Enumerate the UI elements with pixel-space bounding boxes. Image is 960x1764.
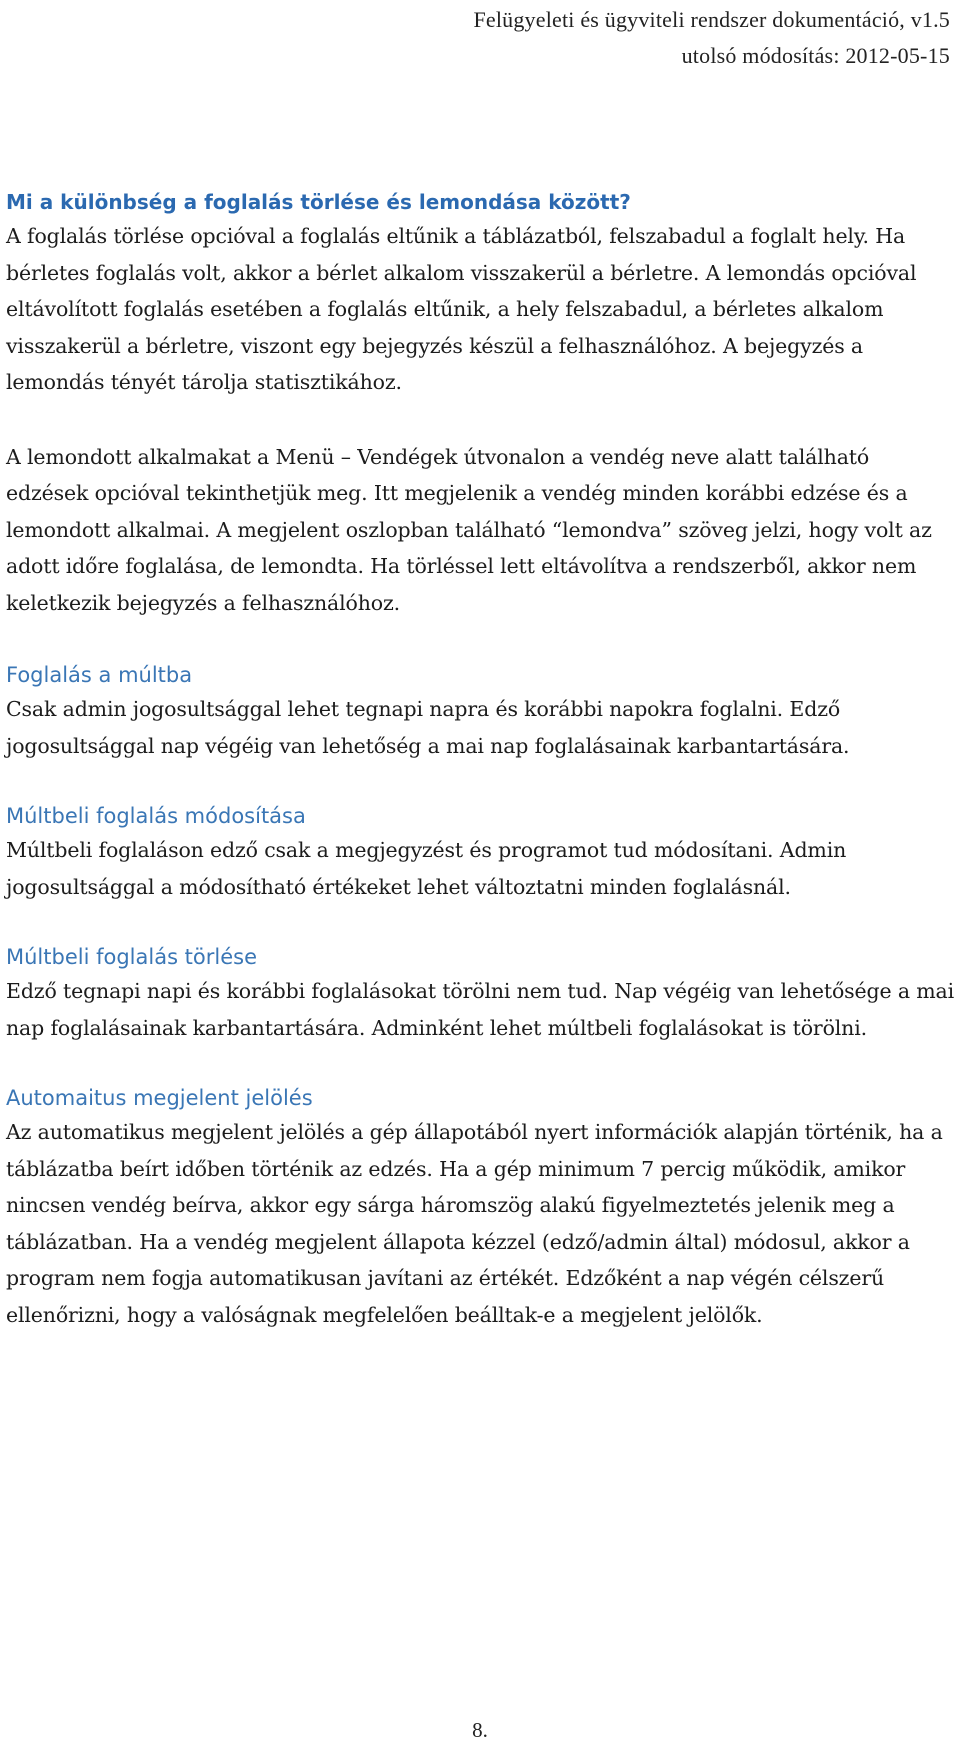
section-heading: Múltbeli foglalás törlése — [6, 945, 258, 969]
section-cancel-vs-delete — [6, 186, 956, 621]
section-paragraph: Az automatikus megjelent jelölés a gép állapotából nyert információk alapján történik, ha a táblázatba beírt időben történik az edzés. Ha a gép minimum 7 percig működik, amikor nincsen vendég beírva, akkor egy sárga háromszög alakú figyelmeztetés jelenik meg a táblázatban. Ha a vendég megjelent állapota kézzel (edző/admin által) módosul, akkor a program nem fogja automatikusan javítani az értékét. Edzőként a nap végén célszerű ellenőrizni, hogy a valóságnak megfelelően beálltak-e a megjelent jelölők. — [6, 1120, 943, 1327]
section-paragraph: Csak admin jogosultsággal lehet tegnapi napra és korábbi napokra foglalni. Edző jogosultsággal nap végéig van lehetőség a mai nap foglalásainak karbantartására. — [6, 697, 850, 758]
section-past-modify — [6, 800, 956, 905]
section-heading: Mi a különbség a foglalás törlése és lemondása között? — [6, 190, 631, 214]
section-paragraph: A lemondott alkalmakat a Menü – Vendégek útvonalon a vendég neve alatt található edzések opcióval tekinthetjük meg. Itt megjelenik a vendég minden korábbi edzése és a lemondott alkalmai. A megjelent oszlopban található “lemondva” szöveg jelzi, hogy volt az adott időre foglalása, de lemondta. Ha törléssel lett eltávolítva a rendszerből, akkor nem keletkezik bejegyzés a felhasználóhoz. — [6, 444, 932, 615]
last-modified-date: utolsó módosítás: 2012-05-15 — [681, 43, 950, 68]
document-title: Felügyeleti és ügyviteli rendszer dokumentáció, v1.5 — [473, 7, 950, 32]
section-paragraph: Edző tegnapi napi és korábbi foglalásokat törölni nem tud. Nap végéig van lehetősége a mai nap foglalásainak karbantartására. Adminként lehet múltbeli foglalásokat is törölni. — [6, 979, 955, 1040]
section-past-delete — [6, 941, 956, 1046]
section-heading: Automaitus megjelent jelölés — [6, 1086, 313, 1110]
section-auto-attendance — [6, 1082, 956, 1333]
section-heading: Múltbeli foglalás módosítása — [6, 804, 306, 828]
section-paragraph: A foglalás törlése opcióval a foglalás eltűnik a táblázatból, felszabadul a foglalt hely. Ha bérletes foglalás volt, akkor a bérlet alkalom visszakerül a bérletre. A lemondás opcióval eltávolított foglalás esetében a foglalás eltűnik, a hely felszabadul, a bérletes alkalom visszakerül a bérletre, viszont egy bejegyzés készül a felhasználóhoz. A bejegyzés a lemondás tényét tárolja statisztikához. — [6, 224, 917, 394]
document-header — [473, 2, 950, 74]
section-heading: Foglalás a múltba — [6, 663, 193, 687]
section-paragraph: Múltbeli foglaláson edző csak a megjegyzést és programot tud módosítani. Admin jogosultsággal a módosítható értékeket lehet változtatni minden foglalásnál. — [6, 838, 847, 899]
page-number: 8. — [472, 1718, 488, 1742]
section-past-booking — [6, 659, 956, 764]
document-body — [6, 186, 956, 1369]
